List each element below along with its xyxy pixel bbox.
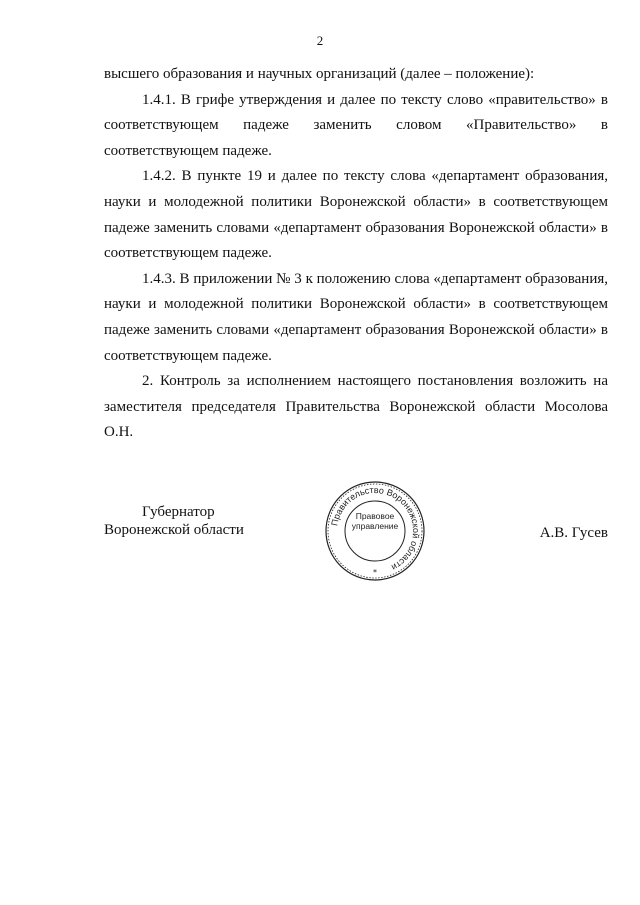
seal-center-line2: управление (351, 521, 399, 531)
official-seal-stamp (323, 479, 427, 583)
paragraph-1-4-1: 1.4.1. В грифе утверждения и далее по тексту слово «правительство» в соответствующем падеже заменить словом «Правительство» в соответствующем падеже. (104, 91, 608, 159)
signatory-position (104, 503, 244, 539)
paragraph-1-4-2: 1.4.2. В пункте 19 и далее по тексту слова «департамент образования, науки и молодежной политики Воронежской области» в соответствующем падеже заменить словами «департамент образования Воронежской области» в соответствующем падеже. (104, 168, 608, 262)
signatory-region: Воронежской области (104, 522, 244, 538)
paragraph-1-4-3: 1.4.3. В приложении № 3 к положению слова «департамент образования, науки и молодежной политики Воронежской области» в соответствующем падеже заменить словами «департамент образования Воронежской области» в соответствующем падеже. (104, 270, 608, 364)
signatory-name: А.В. Гусев (539, 525, 608, 541)
seal-center-line1: Правовое (355, 511, 395, 521)
seal-ring-text: Правительство Воронежской области (329, 484, 422, 573)
document-body (104, 62, 608, 446)
signatory-title: Губернатор (142, 504, 215, 520)
seal-center-text (347, 511, 403, 531)
signature-block (0, 484, 640, 583)
paragraph-2-control: 2. Контроль за исполнением настоящего постановления возложить на заместителя председателя Правительства Воронежской области Мосолова О.Н. (104, 373, 608, 441)
page-number: 2 (316, 33, 324, 48)
seal-graphic (323, 479, 427, 583)
seal-star-icon: * (373, 568, 377, 577)
paragraph-continuation: высшего образования и научных организаций (далее – положение): (104, 66, 535, 82)
